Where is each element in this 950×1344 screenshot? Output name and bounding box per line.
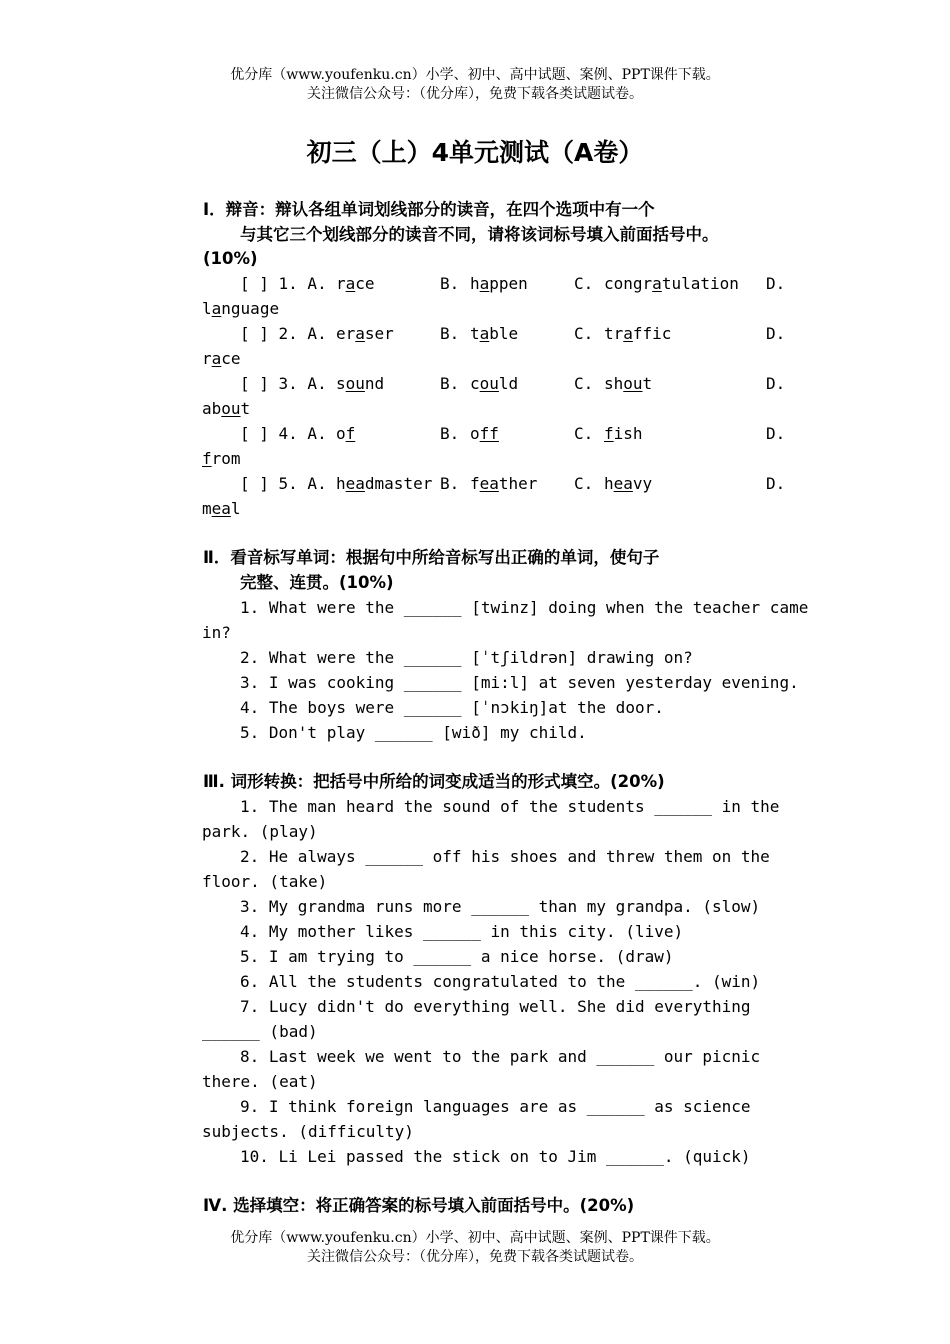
option-b-word-end: ppen (489, 274, 528, 293)
option-c-word-start: h (604, 474, 614, 493)
option-d-word-underlined: ea (211, 499, 231, 518)
section-1-score: (10%) (203, 249, 258, 268)
option-c-label: C. (574, 374, 594, 393)
option-b (470, 423, 499, 445)
option-a (336, 373, 384, 395)
word-form-item: 5. I am trying to ______ a nice horse. (draw) (240, 947, 674, 966)
option-c-word-underlined: a (652, 274, 662, 293)
option-c-word-underlined: f (604, 424, 614, 443)
word-form-item-cont: there. (eat) (202, 1072, 318, 1091)
option-b-word-start: f (470, 474, 480, 493)
option-b-word-start: t (470, 324, 480, 343)
word-form-item-cont: floor. (take) (202, 872, 328, 891)
option-c-word-underlined: ea (613, 474, 633, 493)
section-2-heading-cont: 完整、连贯。(10%) (240, 573, 394, 592)
phonetic-item-prefix: [ ] 5. A. (240, 474, 327, 493)
option-a-word-underlined: ea (345, 474, 365, 493)
option-d-label: D. (766, 374, 786, 393)
word-form-item: 7. Lucy didn't do everything well. She did everything (240, 997, 751, 1016)
option-d-label: D. (766, 474, 786, 493)
option-b-word-underlined: a (479, 324, 490, 343)
option-c (604, 373, 652, 395)
option-c-word-end: t (642, 374, 653, 393)
section-4-heading: Ⅳ. 选择填空：将正确答案的标号填入前面括号中。(20%) (203, 1196, 635, 1215)
option-b (470, 373, 518, 395)
word-form-item: 8. Last week we went to the park and ______ our picnic (240, 1047, 761, 1066)
word-form-item: 1. The man heard the sound of the students ______ in the (240, 797, 780, 816)
header-line-1: 优分库（www.youfenku.cn）小学、初中、高中试题、案例、PPT课件下载。 (230, 67, 720, 83)
word-form-item: 3. My grandma runs more ______ than my grandpa. (slow) (240, 897, 761, 916)
phonetic-item-prefix: [ ] 3. A. (240, 374, 327, 393)
footer-line-1: 优分库（www.youfenku.cn）小学、初中、高中试题、案例、PPT课件下载。 (230, 1230, 720, 1246)
section-3-heading: Ⅲ. 词形转换：把括号中所给的词变成适当的形式填空。(20%) (203, 772, 665, 791)
option-d-word-end: nguage (221, 299, 280, 318)
spelling-item: 4. The boys were ______ [ˈnɔkiŋ]at the door. (240, 698, 664, 717)
option-a-word-underlined: a (345, 274, 356, 293)
option-a (336, 473, 432, 495)
option-b-label: B. (440, 374, 460, 393)
section-1-heading: Ⅰ．辩音：辩认各组单词划线部分的读音，在四个选项中有一个 (203, 200, 655, 219)
option-d-word-end: t (240, 399, 251, 418)
option-a-word-underlined: ou (345, 374, 365, 393)
option-c-word-end: vy (632, 474, 653, 493)
option-d-label: D. (766, 274, 786, 293)
option-c (604, 273, 739, 295)
option-b-label: B. (440, 274, 460, 293)
option-d-word-underlined: f (202, 449, 212, 468)
option-b-word-underlined: ea (479, 474, 499, 493)
option-b-word-underlined: ou (479, 374, 499, 393)
option-d-word-underlined: a (211, 349, 222, 368)
option-a (336, 323, 394, 345)
option-a-word-end: nd (364, 374, 385, 393)
phonetic-item-prefix: [ ] 1. A. (240, 274, 327, 293)
option-b-label: B. (440, 474, 460, 493)
option-a-word-start: s (336, 374, 346, 393)
option-c-word-end: ffic (632, 324, 672, 343)
word-form-item-cont: subjects. (difficulty) (202, 1122, 414, 1141)
option-a-word-end: dmaster (364, 474, 433, 493)
option-c-label: C. (574, 274, 594, 293)
word-form-item: 4. My mother likes ______ in this city. (live) (240, 922, 684, 941)
option-d-word-start: ab (202, 399, 222, 418)
option-d (202, 498, 241, 520)
option-c-word-underlined: a (623, 324, 633, 343)
option-b-word-end: ble (489, 324, 519, 343)
option-d-word-end: ce (221, 349, 241, 368)
option-d-word-end: rom (211, 449, 241, 468)
option-c-label: C. (574, 474, 594, 493)
option-d-word-underlined: ou (221, 399, 241, 418)
option-c-word-start: sh (604, 374, 624, 393)
option-a-word-start: h (336, 474, 346, 493)
option-d-word-start: l (202, 299, 212, 318)
option-a (336, 273, 375, 295)
option-d-word-start: m (202, 499, 212, 518)
word-form-item: 9. I think foreign languages are as ______ as science (240, 1097, 751, 1116)
section-1-heading-cont: 与其它三个划线部分的读音不同，请将该词标号填入前面括号中。 (240, 225, 719, 244)
option-b (470, 473, 537, 495)
option-b-label: B. (440, 324, 460, 343)
option-a-word-start: o (336, 424, 346, 443)
option-c-word-start: tr (604, 324, 624, 343)
option-d-word-start: r (202, 349, 212, 368)
phonetic-item-prefix: [ ] 4. A. (240, 424, 327, 443)
option-c-word-underlined: ou (623, 374, 643, 393)
option-d-label: D. (766, 324, 786, 343)
phonetic-item-prefix: [ ] 2. A. (240, 324, 327, 343)
option-c (604, 423, 643, 445)
option-c-word-start: congr (604, 274, 653, 293)
option-c-word-end: tulation (661, 274, 739, 293)
option-b-word-underlined: ff (479, 424, 499, 443)
option-a-word-end: ce (355, 274, 375, 293)
option-a-word-underlined: a (355, 324, 365, 343)
word-form-item-cont: park. (play) (202, 822, 318, 841)
option-c-word-end: ish (613, 424, 643, 443)
page-title: 初三（上）4单元测试（A卷） (306, 138, 644, 167)
option-a-word-underlined: f (345, 424, 356, 443)
option-c-label: C. (574, 424, 594, 443)
option-c (604, 323, 671, 345)
header-line-2: 关注微信公众号：（优分库），免费下载各类试题试卷。 (307, 86, 643, 102)
option-d (202, 348, 241, 370)
option-d-word-underlined: a (211, 299, 222, 318)
word-form-item-cont: ______ (bad) (202, 1022, 318, 1041)
option-b-label: B. (440, 424, 460, 443)
option-b-word-end: ld (498, 374, 519, 393)
option-d-label: D. (766, 424, 786, 443)
option-b-word-end: ther (498, 474, 538, 493)
option-d (202, 448, 241, 470)
option-a (336, 423, 355, 445)
word-form-item: 10. Li Lei passed the stick on to Jim ______. (quick) (240, 1147, 751, 1166)
option-b-word-start: c (470, 374, 480, 393)
option-b (470, 273, 528, 295)
option-c (604, 473, 652, 495)
option-b (470, 323, 518, 345)
spelling-item-cont: in? (202, 623, 231, 642)
option-b-word-start: o (470, 424, 480, 443)
option-d (202, 298, 279, 320)
spelling-item: 3. I was cooking ______ [mi:l] at seven yesterday evening. (240, 673, 799, 692)
option-a-word-end: ser (364, 324, 394, 343)
word-form-item: 2. He always ______ off his shoes and threw them on the (240, 847, 770, 866)
spelling-item: 5. Don't play ______ [wið] my child. (240, 723, 587, 742)
section-2-heading: Ⅱ．看音标写单词：根据句中所给音标写出正确的单词，使句子 (203, 548, 660, 567)
option-d (202, 398, 250, 420)
spelling-item: 2. What were the ______ [ˈtʃildrən] drawing on? (240, 648, 693, 667)
word-form-item: 6. All the students congratulated to the ______. (win) (240, 972, 761, 991)
option-a-word-start: er (336, 324, 356, 343)
option-b-word-start: h (470, 274, 480, 293)
option-c-label: C. (574, 324, 594, 343)
spelling-item: 1. What were the ______ [twinz] doing when the teacher came (240, 598, 809, 617)
option-a-word-start: r (336, 274, 346, 293)
option-b-word-underlined: a (479, 274, 490, 293)
option-d-word-end: l (230, 499, 241, 518)
footer-line-2: 关注微信公众号：（优分库），免费下载各类试题试卷。 (307, 1249, 643, 1265)
